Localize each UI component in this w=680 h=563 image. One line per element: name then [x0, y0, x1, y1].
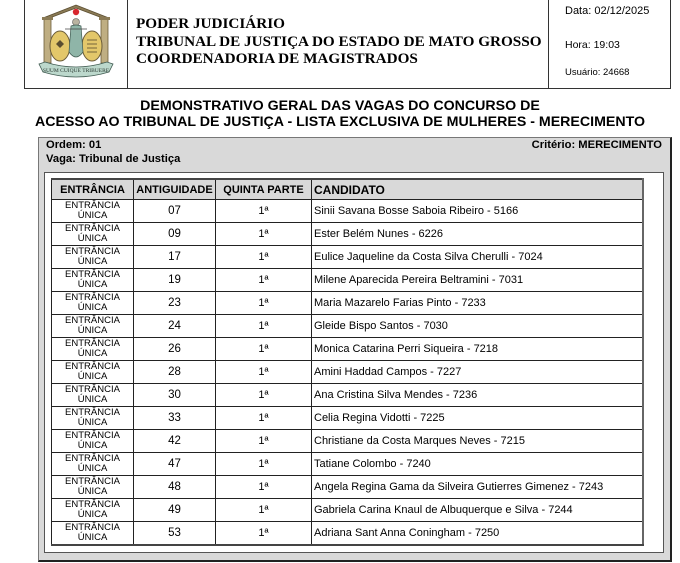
antiguidade-cell: 17 — [134, 246, 216, 269]
entrancia-line-2: ÚNICA — [77, 233, 108, 244]
entrancia-cell — [52, 223, 134, 246]
report-title-line-2: ACESSO AO TRIBUNAL DE JUSTIÇA - LISTA EXCLUSIVA DE MULHERES - MERECIMENTO — [34, 114, 646, 130]
entrancia-cell — [52, 522, 134, 546]
entrancia-line-1: ENTRÂNCIA — [65, 407, 120, 418]
entrancia-cell — [52, 315, 134, 338]
table-row — [52, 315, 644, 338]
entrancia-line-2: ÚNICA — [77, 417, 108, 428]
org-line-court: TRIBUNAL DE JUSTIÇA DO ESTADO DE MATO GROSSO — [136, 32, 542, 50]
table-row — [52, 453, 644, 476]
quinta-parte-cell: 1ª — [216, 476, 312, 499]
quinta-parte-cell: 1ª — [216, 338, 312, 361]
organization-name — [136, 15, 542, 68]
entrancia-line-2: ÚNICA — [77, 486, 108, 497]
entrancia-line-2: ÚNICA — [77, 532, 108, 543]
table-row — [52, 476, 644, 499]
quinta-parte-cell: 1ª — [216, 269, 312, 292]
table-row — [52, 430, 644, 453]
candidato-cell: Christiane da Costa Marques Neves - 7215 — [312, 430, 644, 453]
entrancia-line-2: ÚNICA — [77, 463, 108, 474]
entrancia-cell — [52, 361, 134, 384]
entrancia-line-1: ENTRÂNCIA — [65, 269, 120, 280]
table-row — [52, 292, 644, 315]
candidato-cell: Adriana Sant Anna Coningham - 7250 — [312, 522, 644, 546]
entrancia-line-2: ÚNICA — [77, 302, 108, 313]
entrancia-line-1: ENTRÂNCIA — [65, 338, 120, 349]
entrancia-line-1: ENTRÂNCIA — [65, 384, 120, 395]
report-header — [24, 0, 671, 89]
table-row — [52, 407, 644, 430]
entrancia-cell — [52, 246, 134, 269]
quinta-parte-cell: 1ª — [216, 430, 312, 453]
entrancia-cell — [52, 338, 134, 361]
table-container — [44, 172, 664, 553]
candidato-cell: Monica Catarina Perri Siqueira - 7218 — [312, 338, 644, 361]
quinta-parte-cell: 1ª — [216, 200, 312, 223]
column-header-candidato: CANDIDATO — [312, 179, 644, 200]
vacancy-label: Vaga: Tribunal de Justiça — [46, 153, 181, 165]
quinta-parte-cell: 1ª — [216, 522, 312, 546]
court-coat-of-arms-logo — [35, 2, 117, 82]
antiguidade-cell: 30 — [134, 384, 216, 407]
entrancia-line-2: ÚNICA — [77, 325, 108, 336]
entrancia-cell — [52, 407, 134, 430]
report-date: Data: 02/12/2025 — [565, 5, 650, 17]
organization-title — [128, 0, 548, 88]
entrancia-cell — [52, 476, 134, 499]
candidato-cell: Amini Haddad Campos - 7227 — [312, 361, 644, 384]
table-row — [52, 200, 644, 223]
antiguidade-cell: 53 — [134, 522, 216, 546]
entrancia-line-1: ENTRÂNCIA — [65, 292, 120, 303]
antiguidade-cell: 33 — [134, 407, 216, 430]
candidato-cell: Eulice Jaqueline da Costa Silva Cherulli - 7024 — [312, 246, 644, 269]
entrancia-line-1: ENTRÂNCIA — [65, 430, 120, 441]
quinta-parte-cell: 1ª — [216, 246, 312, 269]
quinta-parte-cell: 1ª — [216, 384, 312, 407]
column-header-antiguidade: ANTIGUIDADE — [134, 179, 216, 200]
candidato-cell: Gabriela Carina Knaul de Albuquerque e Silva - 7244 — [312, 499, 644, 522]
quinta-parte-cell: 1ª — [216, 407, 312, 430]
column-header-entrancia: ENTRÂNCIA — [52, 179, 134, 200]
antiguidade-cell: 24 — [134, 315, 216, 338]
org-line-judiciary: PODER JUDICIÁRIO — [136, 15, 285, 32]
antiguidade-cell: 26 — [134, 338, 216, 361]
vacancy-panel — [38, 137, 672, 562]
quinta-parte-cell: 1ª — [216, 453, 312, 476]
candidato-cell: Celia Regina Vidotti - 7225 — [312, 407, 644, 430]
antiguidade-cell: 47 — [134, 453, 216, 476]
entrancia-line-2: ÚNICA — [77, 394, 108, 405]
entrancia-line-2: ÚNICA — [77, 256, 108, 267]
antiguidade-cell: 49 — [134, 499, 216, 522]
candidato-cell: Milene Aparecida Pereira Beltramini - 7031 — [312, 269, 644, 292]
candidato-cell: Maria Mazarelo Farias Pinto - 7233 — [312, 292, 644, 315]
report-user: Usuário: 24668 — [565, 67, 630, 78]
entrancia-line-2: ÚNICA — [77, 210, 108, 221]
entrancia-line-2: ÚNICA — [77, 348, 108, 359]
report-title-line-1: DEMONSTRATIVO GERAL DAS VAGAS DO CONCURSO DE — [140, 98, 540, 114]
entrancia-cell — [52, 453, 134, 476]
quinta-parte-cell: 1ª — [216, 361, 312, 384]
table-row — [52, 361, 644, 384]
candidato-cell: Sinii Savana Bosse Saboia Ribeiro - 5166 — [312, 200, 644, 223]
criterion-label: Critério: MERECIMENTO — [531, 139, 662, 151]
org-line-department: COORDENADORIA DE MAGISTRADOS — [136, 50, 418, 67]
entrancia-line-2: ÚNICA — [77, 440, 108, 451]
order-label: Ordem: 01 — [46, 139, 102, 151]
logo-cell — [25, 0, 128, 88]
table-row — [52, 269, 644, 292]
entrancia-line-1: ENTRÂNCIA — [65, 522, 120, 533]
entrancia-cell — [52, 292, 134, 315]
entrancia-line-1: ENTRÂNCIA — [65, 453, 120, 464]
entrancia-line-1: ENTRÂNCIA — [65, 223, 120, 234]
quinta-parte-cell: 1ª — [216, 315, 312, 338]
table-row — [52, 499, 644, 522]
antiguidade-cell: 42 — [134, 430, 216, 453]
entrancia-line-1: ENTRÂNCIA — [65, 476, 120, 487]
antiguidade-cell: 28 — [134, 361, 216, 384]
report-metadata — [548, 0, 672, 88]
antiguidade-cell: 48 — [134, 476, 216, 499]
table-row — [52, 384, 644, 407]
entrancia-line-2: ÚNICA — [77, 371, 108, 382]
table-row — [52, 338, 644, 361]
entrancia-cell — [52, 384, 134, 407]
table-header-row — [52, 179, 644, 200]
entrancia-line-1: ENTRÂNCIA — [65, 246, 120, 257]
candidates-table — [51, 178, 644, 546]
antiguidade-cell: 19 — [134, 269, 216, 292]
entrancia-line-1: ENTRÂNCIA — [65, 200, 120, 211]
antiguidade-cell: 07 — [134, 200, 216, 223]
entrancia-cell — [52, 200, 134, 223]
candidato-cell: Ana Cristina Silva Mendes - 7236 — [312, 384, 644, 407]
entrancia-line-1: ENTRÂNCIA — [65, 499, 120, 510]
candidato-cell: Tatiane Colombo - 7240 — [312, 453, 644, 476]
entrancia-line-2: ÚNICA — [77, 279, 108, 290]
entrancia-line-2: ÚNICA — [77, 509, 108, 520]
candidato-cell: Angela Regina Gama da Silveira Gutierres Gimenez - 7243 — [312, 476, 644, 499]
svg-text:SUUM CUIQUE TRIBUERE: SUUM CUIQUE TRIBUERE — [42, 68, 110, 74]
entrancia-cell — [52, 499, 134, 522]
quinta-parte-cell: 1ª — [216, 292, 312, 315]
quinta-parte-cell: 1ª — [216, 499, 312, 522]
antiguidade-cell: 09 — [134, 223, 216, 246]
candidato-cell: Ester Belém Nunes - 6226 — [312, 223, 644, 246]
quinta-parte-cell: 1ª — [216, 223, 312, 246]
table-row — [52, 223, 644, 246]
candidato-cell: Gleide Bispo Santos - 7030 — [312, 315, 644, 338]
column-header-quinta-parte: QUINTA PARTE — [216, 179, 312, 200]
entrancia-line-1: ENTRÂNCIA — [65, 361, 120, 372]
report-time: Hora: 19:03 — [565, 39, 620, 51]
entrancia-cell — [52, 269, 134, 292]
entrancia-cell — [52, 430, 134, 453]
table-row — [52, 522, 644, 546]
entrancia-line-1: ENTRÂNCIA — [65, 315, 120, 326]
table-row — [52, 246, 644, 269]
antiguidade-cell: 23 — [134, 292, 216, 315]
